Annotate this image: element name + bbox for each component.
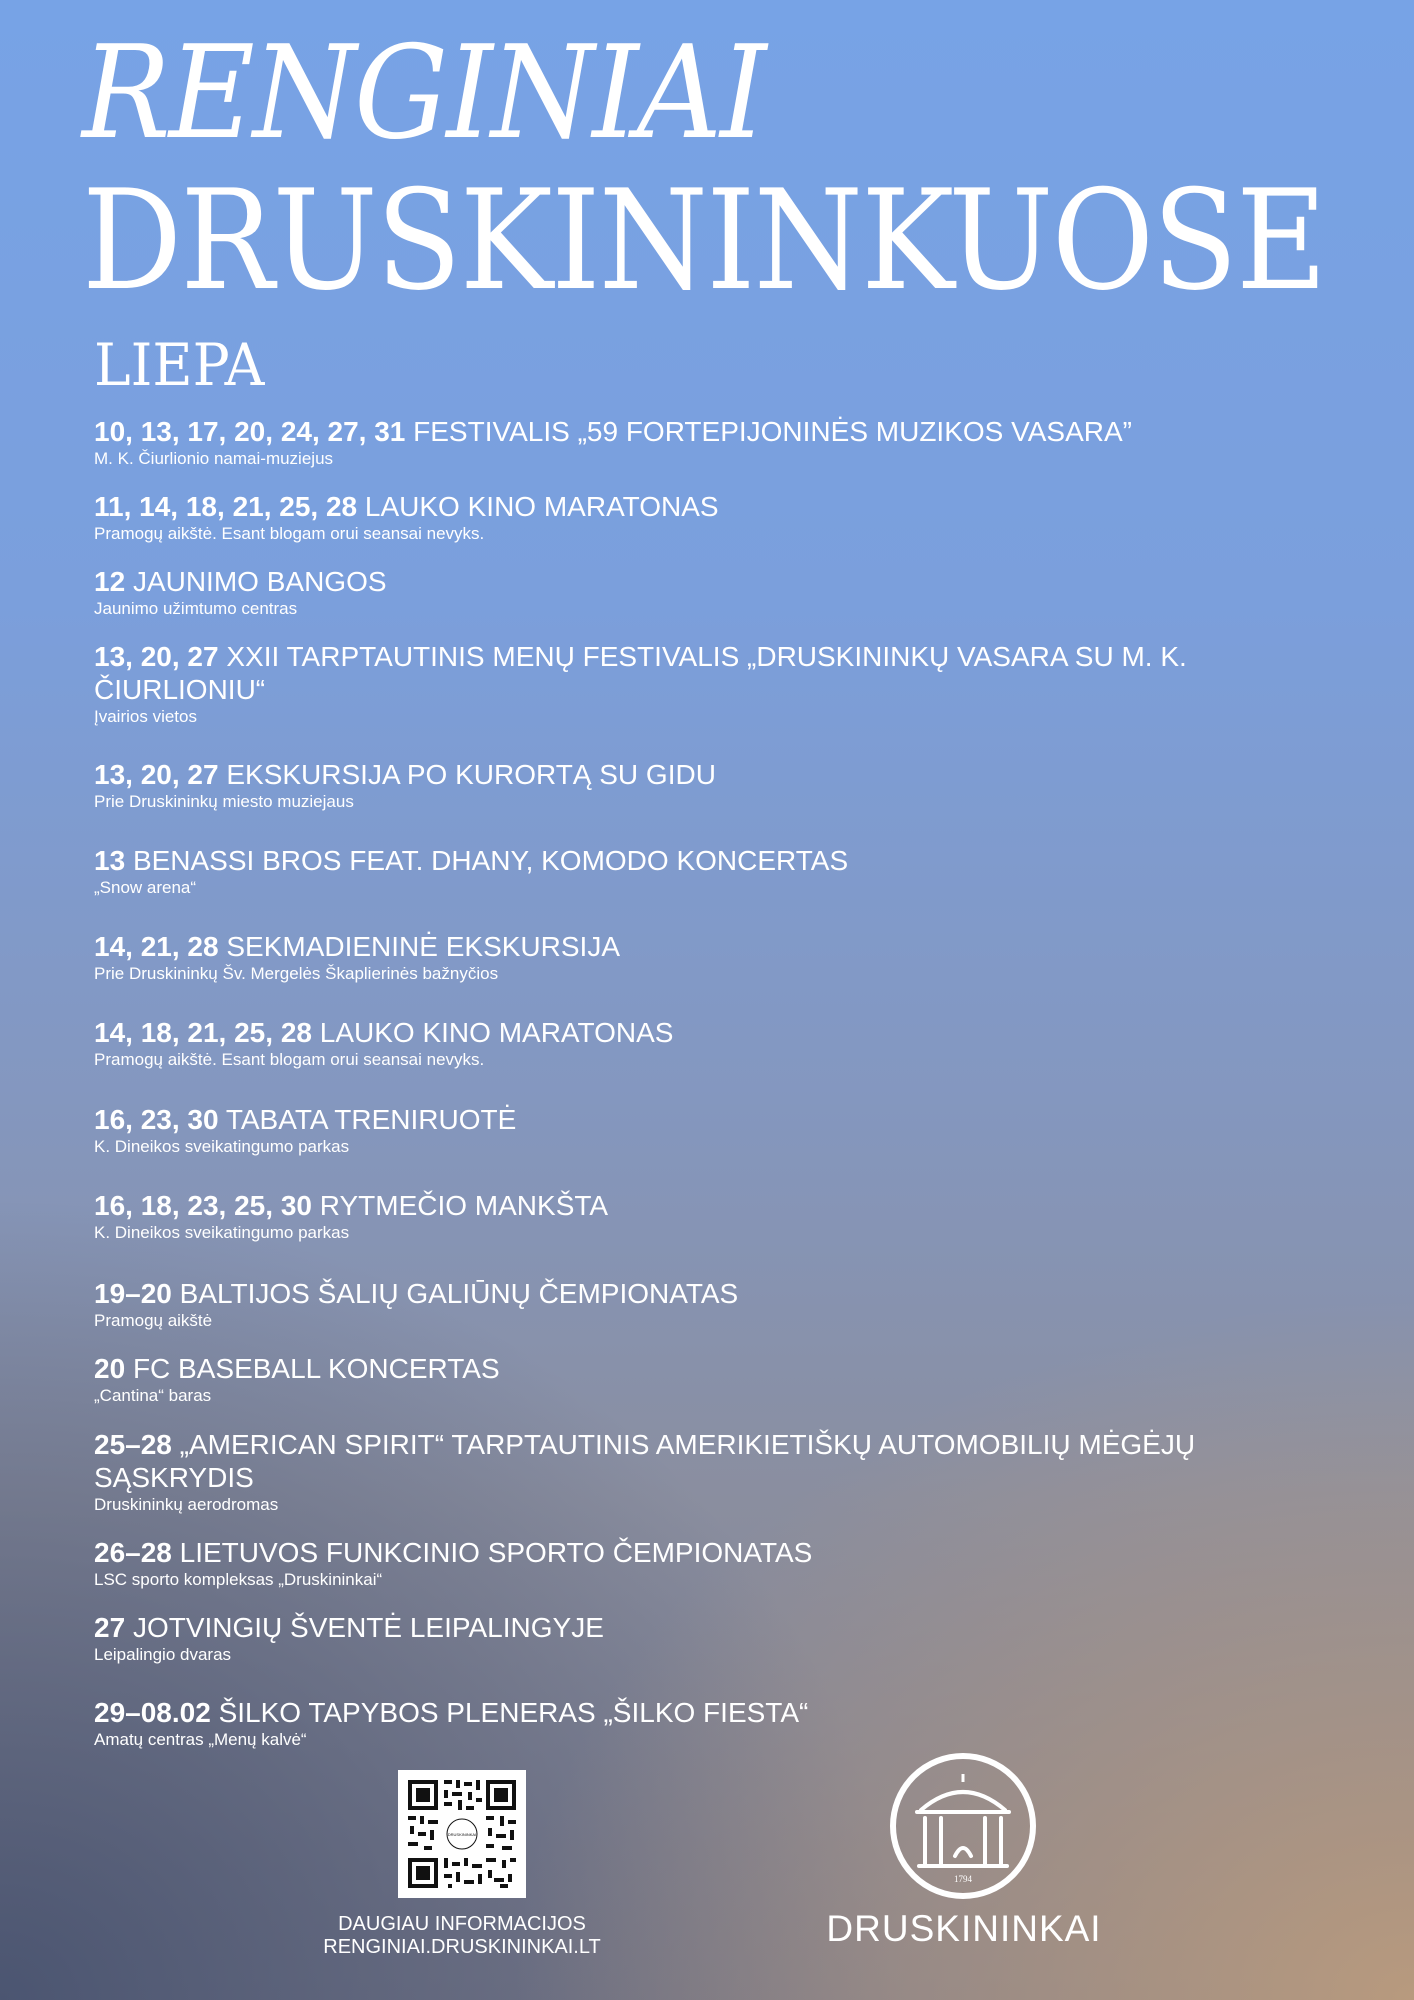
event-location: Prie Druskininkų Šv. Mergelės Škaplierinės bažnyčios [94,964,499,983]
more-info [300,1913,624,1959]
event-title: BALTIJOS ŠALIŲ GALIŪNŲ ČEMPIONATAS [179,1278,739,1309]
event-title: „AMERICAN SPIRIT“ TARPTAUTINIS AMERIKIETIŠKŲ AUTOMOBILIŲ MĖGĖJŲ SĄSKRYDIS [94,1429,1196,1493]
event-title: ŠILKO TAPYBOS PLENERAS „ŠILKO FIESTA“ [218,1697,809,1728]
title-druskininkuose: DRUSKININKUOSE [82,160,1326,321]
event-title: RYTMEČIO MANKŠTA [319,1190,609,1221]
event-item [94,1103,1254,1157]
event-heading [94,1696,1254,1729]
event-location: Pramogų aikštė. Esant blogam orui seansai nevyks. [94,524,485,543]
event-heading [94,1352,1254,1385]
event-location: K. Dineikos sveikatingumo parkas [94,1137,350,1156]
website-link[interactable]: RENGINIAI.DRUSKININKAI.LT [323,1936,601,1958]
event-location: M. K. Čiurlionio namai-muziejus [94,449,334,468]
event-title: TABATA TRENIRUOTĖ [225,1104,517,1135]
event-title: JOTVINGIŲ ŠVENTĖ LEIPALINGYJE [132,1612,604,1643]
event-location: Leipalingio dvaras [94,1645,232,1664]
event-item [94,1277,1254,1331]
event-heading [94,1428,1254,1494]
event-item [94,844,1254,898]
event-dates: 25–28 [94,1429,172,1460]
event-item [94,1352,1254,1406]
event-location: „Cantina“ baras [94,1386,212,1405]
event-item [94,1428,1254,1515]
event-heading [94,490,1254,523]
event-dates: 16, 23, 30 [94,1104,219,1135]
event-dates: 13, 20, 27 [94,641,219,672]
event-dates: 14, 18, 21, 25, 28 [94,1017,312,1048]
event-location: Jaunimo užimtumo centras [94,599,298,618]
event-dates: 20 [94,1353,126,1384]
event-location: „Snow arena“ [94,878,197,897]
event-dates: 29–08.02 [94,1697,211,1728]
event-heading [94,415,1254,448]
event-location: Druskininkų aerodromas [94,1495,279,1514]
logo-year: 1794 [954,1874,972,1884]
druskininkai-logo-icon [889,1752,1037,1900]
event-item [94,640,1254,727]
event-location: K. Dineikos sveikatingumo parkas [94,1223,350,1242]
event-title: SEKMADIENINĖ EKSKURSIJA [226,931,620,962]
event-location: Pramogų aikštė. Esant blogam orui seansai nevyks. [94,1050,485,1069]
event-heading [94,565,1254,598]
event-title: EKSKURSIJA PO KURORTĄ SU GIDU [226,759,716,790]
event-title: LIETUVOS FUNKCINIO SPORTO ČEMPIONATAS [179,1537,813,1568]
month-heading: LIEPA [94,331,265,399]
event-title: LAUKO KINO MARATONAS [364,491,719,522]
title-renginiai: RENGINIAI [82,19,765,168]
event-dates: 27 [94,1612,126,1643]
event-location: Prie Druskininkų miesto muziejaus [94,792,354,811]
event-dates: 26–28 [94,1537,172,1568]
event-title: LAUKO KINO MARATONAS [319,1017,674,1048]
event-title: FESTIVALIS „59 FORTEPIJONINĖS MUZIKOS VASARA” [413,416,1132,447]
event-item [94,565,1254,619]
event-item [94,490,1254,544]
event-item [94,1016,1254,1070]
event-item [94,758,1254,812]
qr-code[interactable] [398,1770,526,1898]
event-item [94,1189,1254,1243]
event-location: Pramogų aikštė [94,1311,213,1330]
event-item [94,1696,1254,1750]
event-heading [94,1536,1254,1569]
event-item [94,1536,1254,1590]
event-dates: 13, 20, 27 [94,759,219,790]
event-dates: 13 [94,845,126,876]
brand-name: DRUSKININKAI [826,1908,1102,1949]
event-item [94,1611,1254,1665]
event-dates: 19–20 [94,1278,172,1309]
event-heading [94,844,1254,877]
event-heading [94,758,1254,791]
event-heading [94,1016,1254,1049]
event-title: BENASSI BROS FEAT. DHANY, KOMODO KONCERTAS [132,845,849,876]
event-dates: 14, 21, 28 [94,931,219,962]
event-heading [94,930,1254,963]
event-heading [94,1611,1254,1644]
event-heading [94,640,1254,706]
more-info-label: DAUGIAU INFORMACIJOS [338,1913,586,1935]
event-dates: 10, 13, 17, 20, 24, 27, 31 [94,416,406,447]
event-dates: 16, 18, 23, 25, 30 [94,1190,312,1221]
event-title: JAUNIMO BANGOS [132,566,387,597]
event-location: LSC sporto kompleksas „Druskininkai“ [94,1570,383,1589]
event-location: Amatų centras „Menų kalvė“ [94,1730,307,1749]
event-heading [94,1103,1254,1136]
event-heading [94,1277,1254,1310]
event-dates: 11, 14, 18, 21, 25, 28 [94,491,358,522]
event-item [94,415,1254,469]
event-title: FC BASEBALL KONCERTAS [132,1353,500,1384]
event-item [94,930,1254,984]
event-location: Įvairios vietos [94,707,197,726]
qr-center-text: DRUSKININKAI [447,1832,477,1837]
event-heading [94,1189,1254,1222]
qr-code-icon [398,1770,526,1898]
event-dates: 12 [94,566,126,597]
event-title: XXII TARPTAUTINIS MENŲ FESTIVALIS „DRUSKININKŲ VASARA SU M. K. ČIURLIONIU“ [94,641,1187,705]
